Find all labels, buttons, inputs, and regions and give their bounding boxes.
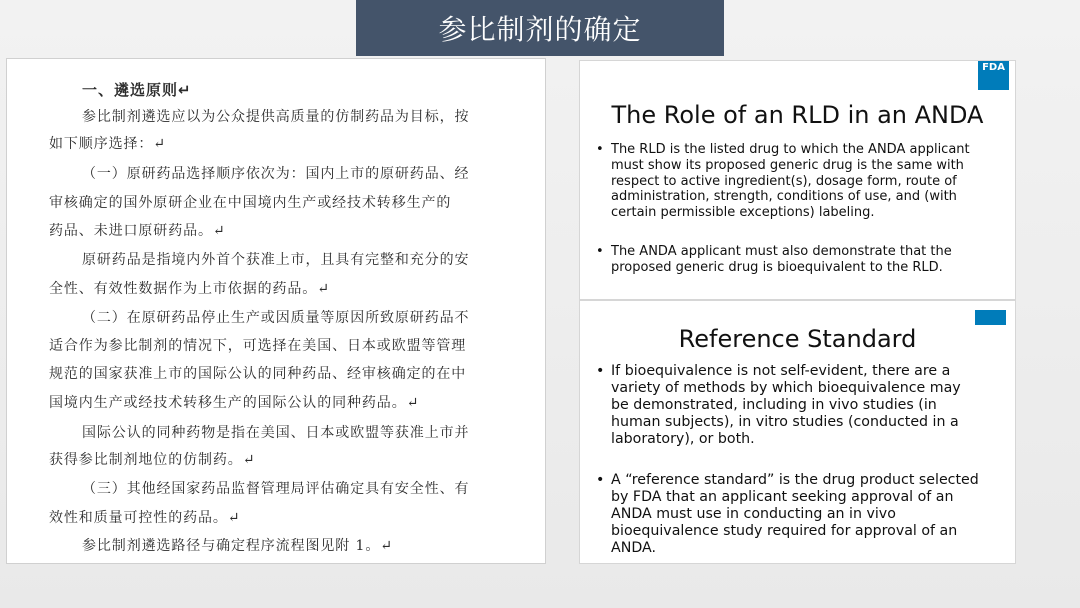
bullet-line: certain permissible exceptions) labeling. <box>611 205 875 221</box>
bullet-icon: • <box>596 244 604 259</box>
bullet-icon: • <box>596 472 605 488</box>
rld-slide-title: The Role of an RLD in an ANDA <box>611 101 984 129</box>
reference-standard-slide <box>579 300 1016 564</box>
rld-bullet-1-text <box>611 142 1003 221</box>
reference-bullet-1-text <box>611 363 1003 448</box>
document-line: 国际公认的同种药物是指在美国、日本或欧盟等获准上市并 <box>82 425 470 441</box>
rld-anda-slide <box>579 60 1016 300</box>
document-line: （二）在原研药品停止生产或因质量等原因所致原研药品不 <box>82 310 470 326</box>
document-heading: 一、遴选原则↵ <box>82 81 192 99</box>
bullet-line: must show its proposed generic drug is the same with <box>611 157 964 173</box>
document-line: 药品、未进口原研药品。↵ <box>49 223 226 239</box>
document-line: 规范的国家获准上市的国际公认的同种药品、经审核确定的在中 <box>49 366 467 382</box>
bullet-line: bioequivalence study required for approval of an <box>611 523 958 539</box>
reference-bullet-2-text <box>611 472 1003 557</box>
document-line: 审核确定的国外原研企业在中国境内生产或经技术转移生产的 <box>49 195 452 211</box>
bullet-icon: • <box>596 142 604 157</box>
document-line: （一）原研药品选择顺序依次为：国内上市的原研药品、经 <box>82 166 470 182</box>
reference-slide-title: Reference Standard <box>678 325 917 353</box>
bullet-line: administration, strength, conditions of use, and (with <box>611 189 957 205</box>
slide-title-bar <box>356 0 724 56</box>
bullet-icon: • <box>596 363 605 379</box>
document-line: 原研药品是指境内外首个获准上市，且具有完整和充分的安 <box>82 252 470 268</box>
bullet-line: ANDA. <box>611 540 656 556</box>
bullet-line: If bioequivalence is not self-evident, there are a <box>611 363 951 379</box>
document-line: 全性、有效性数据作为上市依据的药品。↵ <box>49 281 330 297</box>
bullet-line: ANDA must use in conducting an in vivo <box>611 506 896 522</box>
fda-logo <box>978 61 1009 90</box>
bullet-line: A “reference standard” is the drug product selected <box>611 472 979 488</box>
bullet-line: human subjects), in vitro studies (conducted in a <box>611 414 959 430</box>
document-line: 效性和质量可控性的药品。↵ <box>49 510 241 526</box>
bullet-line: by FDA that an applicant seeking approval of an <box>611 489 954 505</box>
rld-bullet-2-text <box>611 244 1003 276</box>
document-line: 参比制剂遴选应以为公众提供高质量的仿制药品为目标，按 <box>82 109 470 125</box>
fda-logo-text: FDA <box>982 62 1005 73</box>
document-line: 获得参比制剂地位的仿制药。↵ <box>49 452 256 468</box>
document-line: 国境内生产或经技术转移生产的国际公认的同种药品。↵ <box>49 395 420 411</box>
bullet-line: respect to active ingredient(s), dosage form, route of <box>611 173 957 189</box>
slide-title: 参比制剂的确定 <box>438 13 642 46</box>
bullet-line: The RLD is the listed drug to which the ANDA applicant <box>611 142 970 157</box>
chinese-document-panel <box>6 58 546 564</box>
document-line: 如下顺序选择：↵ <box>49 136 166 152</box>
bullet-line: proposed generic drug is bioequivalent to the RLD. <box>611 259 943 275</box>
bullet-line: variety of methods by which bioequivalence may <box>611 380 961 396</box>
document-line: （三）其他经国家药品监督管理局评估确定具有安全性、有 <box>82 481 470 497</box>
fda-logo <box>975 310 1006 325</box>
document-line: 适合作为参比制剂的情况下，可选择在美国、日本或欧盟等管理 <box>49 338 467 354</box>
bullet-line: The ANDA applicant must also demonstrate that the <box>611 244 952 259</box>
document-line: 参比制剂遴选路径与确定程序流程图见附 1。↵ <box>82 538 393 554</box>
bullet-line: laboratory), or both. <box>611 431 755 447</box>
bullet-line: be demonstrated, including in vivo studies (in <box>611 397 937 413</box>
